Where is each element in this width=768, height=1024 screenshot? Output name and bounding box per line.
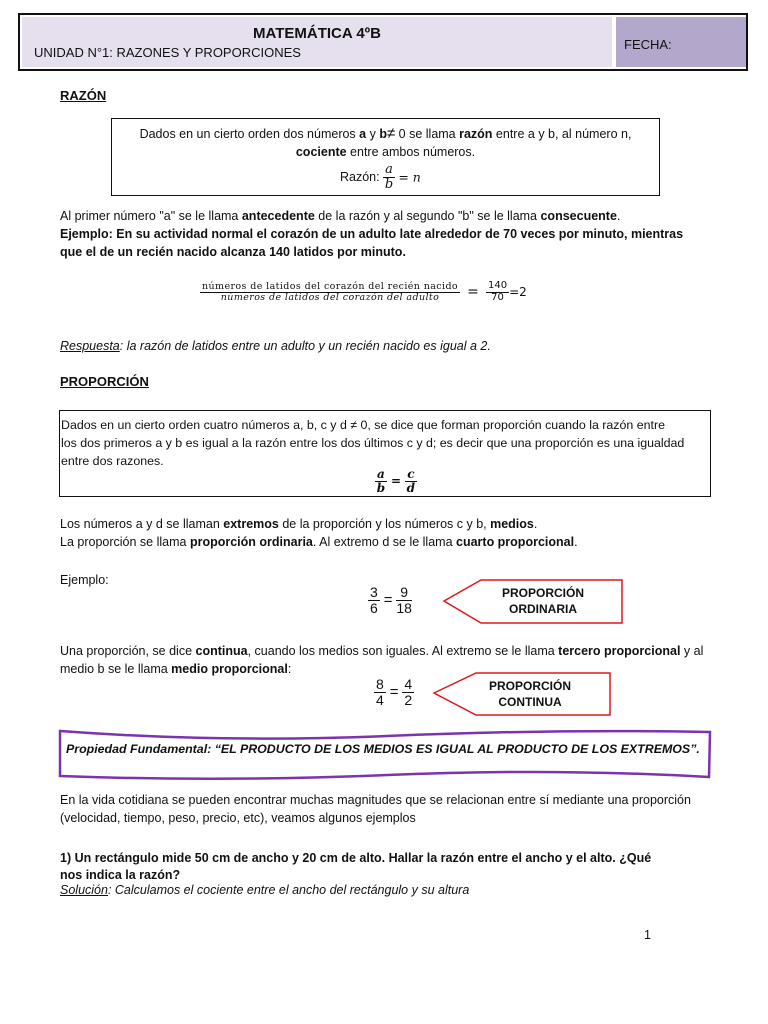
solucion-line: Solución: Calculamos el cociente entre el ancho del rectángulo y su altura <box>60 883 470 897</box>
continua-line1: Una proporción, se dice continua, cuando los medios son iguales. Al extremo se le llama tercero proporcional y al <box>60 644 704 658</box>
vida-cotidiana-line2: (velocidad, tiempo, peso, precio, etc), veamos algunos ejemplos <box>60 811 416 825</box>
latidos-formula: $\frac{\text{números de latidos del corazón del recién nacido}}{\text{números de latidos del corazón del adulto}}$ = $\frac{140}{70}$ =2 <box>202 280 527 303</box>
page-header <box>18 13 748 71</box>
propiedad-banner-shape <box>52 726 716 786</box>
razon-heading: RAZÓN <box>60 88 107 103</box>
proporcion-continua-example: $\frac{8}{4}$ = $\frac{4}{2}$ <box>376 676 413 708</box>
header-title-panel <box>22 17 612 67</box>
page-number: 1 <box>644 928 651 942</box>
callout-ordinaria-label: PROPORCIÓN ORDINARIA <box>501 586 584 616</box>
ejemplo-line1: Ejemplo: En su actividad normal el corazón de un adulto late alrededor de 70 veces por minuto, mientras <box>60 227 684 241</box>
extremos-medios-line: Los números a y d se llaman extremos de la proporción y los números c y b, medios. <box>60 517 538 531</box>
header-date-panel <box>616 17 746 67</box>
razon-formula: Razón: $\frac{a}{b}$ = n <box>340 162 421 192</box>
callout-continua-label: PROPORCIÓN CONTINUA <box>488 679 571 709</box>
proporcion-heading: PROPORCIÓN <box>60 374 149 389</box>
proporcion-def-line3: entre dos razones. <box>61 454 164 468</box>
ordinaria-line: La proporción se llama proporción ordinaria. Al extremo d se le llama cuarto proporcional. <box>60 535 578 549</box>
respuesta-line: Respuesta: la razón de latidos entre un adulto y un recién nacido es igual a 2. <box>60 339 491 353</box>
continua-line2: medio b se le llama medio proporcional: <box>60 662 292 676</box>
razon-definition-line1: Dados en un cierto orden dos números a y b≠ 0 se llama razón entre a y b, al número n, <box>139 125 632 142</box>
proporcion-formula: $\frac{a}{b}$ = $\frac{c}{d}$ <box>376 467 416 495</box>
vida-cotidiana-line1: En la vida cotidiana se pueden encontrar muchas magnitudes que se relacionan entre sí mediante una proporción <box>60 793 691 807</box>
ejemplo-line2: que el de un recién nacido alcanza 140 latidos por minuto. <box>60 245 406 259</box>
antecedente-paragraph: Al primer número "a" se le llama antecedente de la razón y al segundo "b" se le llama consecuente. <box>60 209 621 223</box>
header-title: MATEMÁTICA 4ºB <box>253 25 381 42</box>
header-fecha-label: FECHA: <box>624 37 672 52</box>
ejercicio1-line1: 1) Un rectángulo mide 50 cm de ancho y 20 cm de alto. Hallar la razón entre el ancho y el alto. ¿Qué <box>60 851 652 865</box>
ejemplo-label: Ejemplo: <box>60 573 109 587</box>
razon-definition-box <box>111 118 660 196</box>
razon-definition-line2: cociente entre ambos números. <box>295 145 476 159</box>
header-unit: UNIDAD N°1: RAZONES Y PROPORCIONES <box>34 45 301 60</box>
proporcion-def-line2: los dos primeros a y b es igual a la razón entre los dos últimos c y d; es decir que una proporción es una igualdad <box>61 436 685 450</box>
proporcion-definition-box <box>59 410 711 497</box>
proporcion-def-line1: Dados en un cierto orden cuatro números a, b, c y d ≠ 0, se dice que forman proporción cuando la razón entre <box>61 418 665 432</box>
proporcion-ordinaria-example: $\frac{3}{6}$ = $\frac{9}{18}$ <box>370 584 412 616</box>
propiedad-fundamental: Propiedad Fundamental: “EL PRODUCTO DE LOS MEDIOS ES IGUAL AL PRODUCTO DE LOS EXTREMOS”. <box>66 742 700 756</box>
ejercicio1-line2: nos indica la razón? <box>60 868 181 882</box>
